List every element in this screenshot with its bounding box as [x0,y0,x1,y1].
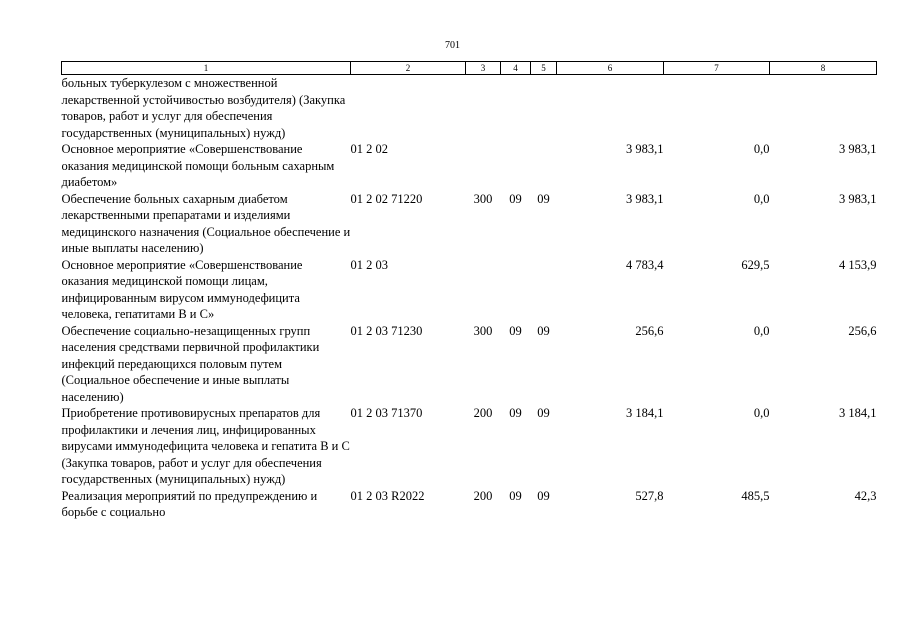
row-section: 09 [509,323,522,338]
row-value-col7: 629,5 [741,257,770,272]
row-value-col7: 0,0 [753,406,770,420]
row-name: больных туберкулезом с множественной лекарственной устойчивостью возбудителя) (Закупка товаров, работ и услуг для обеспечения государственных (муниципальных) нужд) [61,76,346,140]
column-header: 8 [770,62,877,75]
row-expense-type [466,141,501,191]
row-value-col6: 3 184,1 [626,406,664,420]
column-number-row [62,62,877,75]
row-value-col7: 0,0 [753,323,770,338]
row-name: Обеспечение больных сахарным диабетом лекарственными препаратами и изделиями медицинского назначения (Социальное обеспечение и иные выплаты населению) [61,191,351,255]
row-value-col8 [770,75,877,142]
column-header: 4 [501,62,531,75]
row-value-col8: 3 983,1 [839,142,877,156]
row-value-col6: 4 783,4 [626,257,664,272]
row-name: Реализация мероприятий по предупреждению и борьбе с социально [61,488,318,519]
row-value-col6 [557,75,664,142]
budget-table [61,61,877,521]
row-expense-type [466,257,501,323]
row-subsection: 09 [537,488,550,503]
row-subsection: 09 [537,323,550,338]
row-name: Приобретение противовирусных препаратов для профилактики и лечения лиц, инфицированных вирусами иммунодефицита человека и гепатита B и C (Закупка товаров, работ и услуг для обеспечения государственных (муниципальных) нужд) [61,406,350,486]
row-code [351,75,466,142]
row-value-col7 [664,75,770,142]
table-row [62,405,877,488]
row-name: Обеспечение социально-незащищенных групп населения средствами первичной профилактики инфекций передающихся половым путем (Социальное обеспечение и иные выплаты населению) [61,323,320,404]
row-code: 01 2 03 71230 [350,323,423,338]
column-header: 5 [531,62,557,75]
row-code: 01 2 03 71370 [350,406,423,420]
table-row [62,75,877,142]
table-row [62,323,877,406]
row-value-col6: 3 983,1 [626,191,664,206]
row-subsection [531,257,557,323]
row-code: 01 2 02 71220 [350,191,423,206]
row-subsection [531,141,557,191]
row-value-col8: 3 184,1 [839,406,877,420]
row-expense-type: 300 [473,191,493,206]
column-header: 3 [466,62,501,75]
column-header: 2 [351,62,466,75]
row-expense-type: 200 [473,406,493,420]
row-value-col7: 485,5 [741,488,770,503]
row-subsection: 09 [537,191,550,206]
row-expense-type [466,75,501,142]
table-row [62,488,877,521]
row-value-col7: 0,0 [753,191,770,206]
column-header: 6 [557,62,664,75]
page-number: 701 [445,40,460,51]
row-section [501,141,531,191]
table-row [62,141,877,191]
table-row [62,257,877,323]
row-subsection [531,75,557,142]
row-section [501,257,531,323]
row-code: 01 2 02 [350,142,388,156]
row-section: 09 [509,191,522,206]
column-header: 7 [664,62,770,75]
row-section: 09 [509,406,522,420]
row-value-col7: 0,0 [753,142,770,156]
row-value-col6: 527,8 [635,488,664,503]
row-expense-type: 300 [473,323,493,338]
row-value-col6: 3 983,1 [626,142,664,156]
table-row [62,191,877,257]
table-body [62,75,877,521]
row-expense-type: 200 [473,488,493,503]
row-code: 01 2 03 [350,257,388,272]
row-section: 09 [509,488,522,503]
row-section [501,75,531,142]
row-value-col8: 3 983,1 [839,191,877,206]
row-name: Основное мероприятие «Совершенствование оказания медицинской помощи лицам, инфицированным вирусом иммунодефицита человека, гепатитами B и C» [61,257,303,321]
row-value-col8: 4 153,9 [839,257,877,272]
table-header [62,62,877,75]
row-name: Основное мероприятие «Совершенствование оказания медицинской помощи больным сахарным диабетом» [61,142,335,189]
row-value-col8: 42,3 [854,488,877,503]
row-value-col8: 256,6 [848,323,877,338]
row-code: 01 2 03 R2022 [350,488,425,503]
row-subsection: 09 [537,406,550,420]
row-value-col6: 256,6 [635,323,664,338]
column-header: 1 [62,62,351,75]
